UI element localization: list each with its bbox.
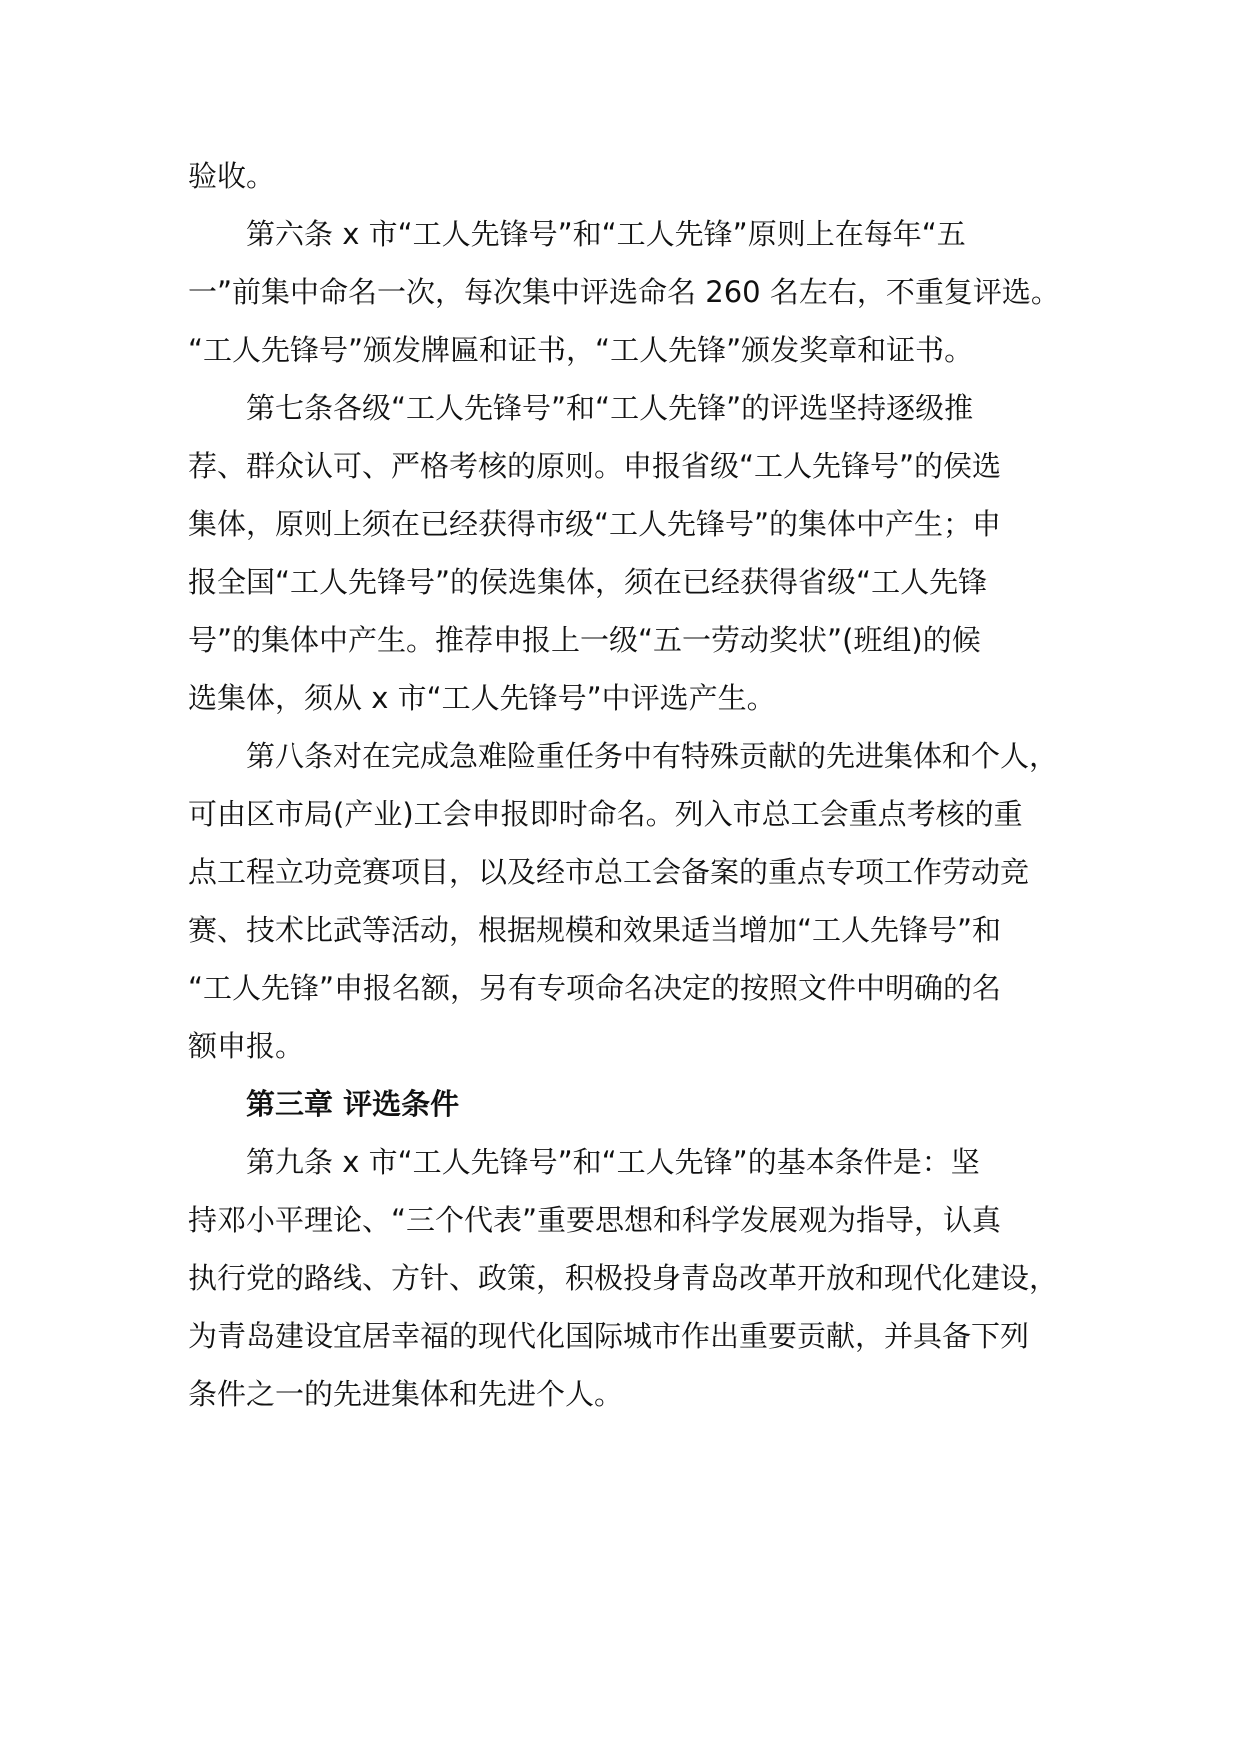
text-line: 点工程立功竞赛项目，以及经市总工会备案的重点专项工作劳动竞 xyxy=(188,855,1030,889)
text-line: 号”的集体中产生。推荐申报上一级“五一劳动奖状”(班组)的候 xyxy=(188,623,981,657)
text-line: “工人先锋”申报名额，另有专项命名决定的按照文件中明确的名 xyxy=(188,971,1002,1005)
paragraph-article-8: 第八条对在完成急难险重任务中有特殊贡献的先进集体和个人， xyxy=(246,739,1059,773)
paragraph-article-6: 第六条 x 市“工人先锋号”和“工人先锋”原则上在每年“五 xyxy=(246,217,966,251)
text-line: 集体，原则上须在已经获得市级“工人先锋号”的集体中产生；申 xyxy=(188,507,1002,541)
text-line: 一”前集中命名一次，每次集中评选命名 260 名左右，不重复评选。 xyxy=(188,275,1060,309)
text-line: “工人先锋号”颁发牌匾和证书，“工人先锋”颁发奖章和证书。 xyxy=(188,333,974,367)
text-line: 赛、技术比武等活动，根据规模和效果适当增加“工人先锋号”和 xyxy=(188,913,1002,947)
text-line: 持邓小平理论、“三个代表”重要思想和科学发展观为指导，认真 xyxy=(188,1203,1002,1237)
text-line: 可由区市局(产业)工会申报即时命名。列入市总工会重点考核的重 xyxy=(188,797,1023,831)
paragraph-article-7: 第七条各级“工人先锋号”和“工人先锋”的评选坚持逐级推 xyxy=(246,391,974,425)
chapter-heading: 第三章 评选条件 xyxy=(246,1087,460,1121)
text-line: 条件之一的先进集体和先进个人。 xyxy=(188,1377,624,1411)
text-line: 额申报。 xyxy=(188,1029,305,1063)
paragraph-article-9: 第九条 x 市“工人先锋号”和“工人先锋”的基本条件是：坚 xyxy=(246,1145,980,1179)
text-line: 报全国“工人先锋号”的侯选集体，须在已经获得省级“工人先锋 xyxy=(188,565,988,599)
text-line: 执行党的路线、方针、政策，积极投身青岛改革开放和现代化建设， xyxy=(188,1261,1059,1295)
text-line: 为青岛建设宜居幸福的现代化国际城市作出重要贡献，并具备下列 xyxy=(188,1319,1030,1353)
text-line: 荐、群众认可、严格考核的原则。申报省级“工人先锋号”的侯选 xyxy=(188,449,1002,483)
text-line: 验收。 xyxy=(188,159,276,193)
text-line: 选集体，须从 x 市“工人先锋号”中评选产生。 xyxy=(188,681,776,715)
